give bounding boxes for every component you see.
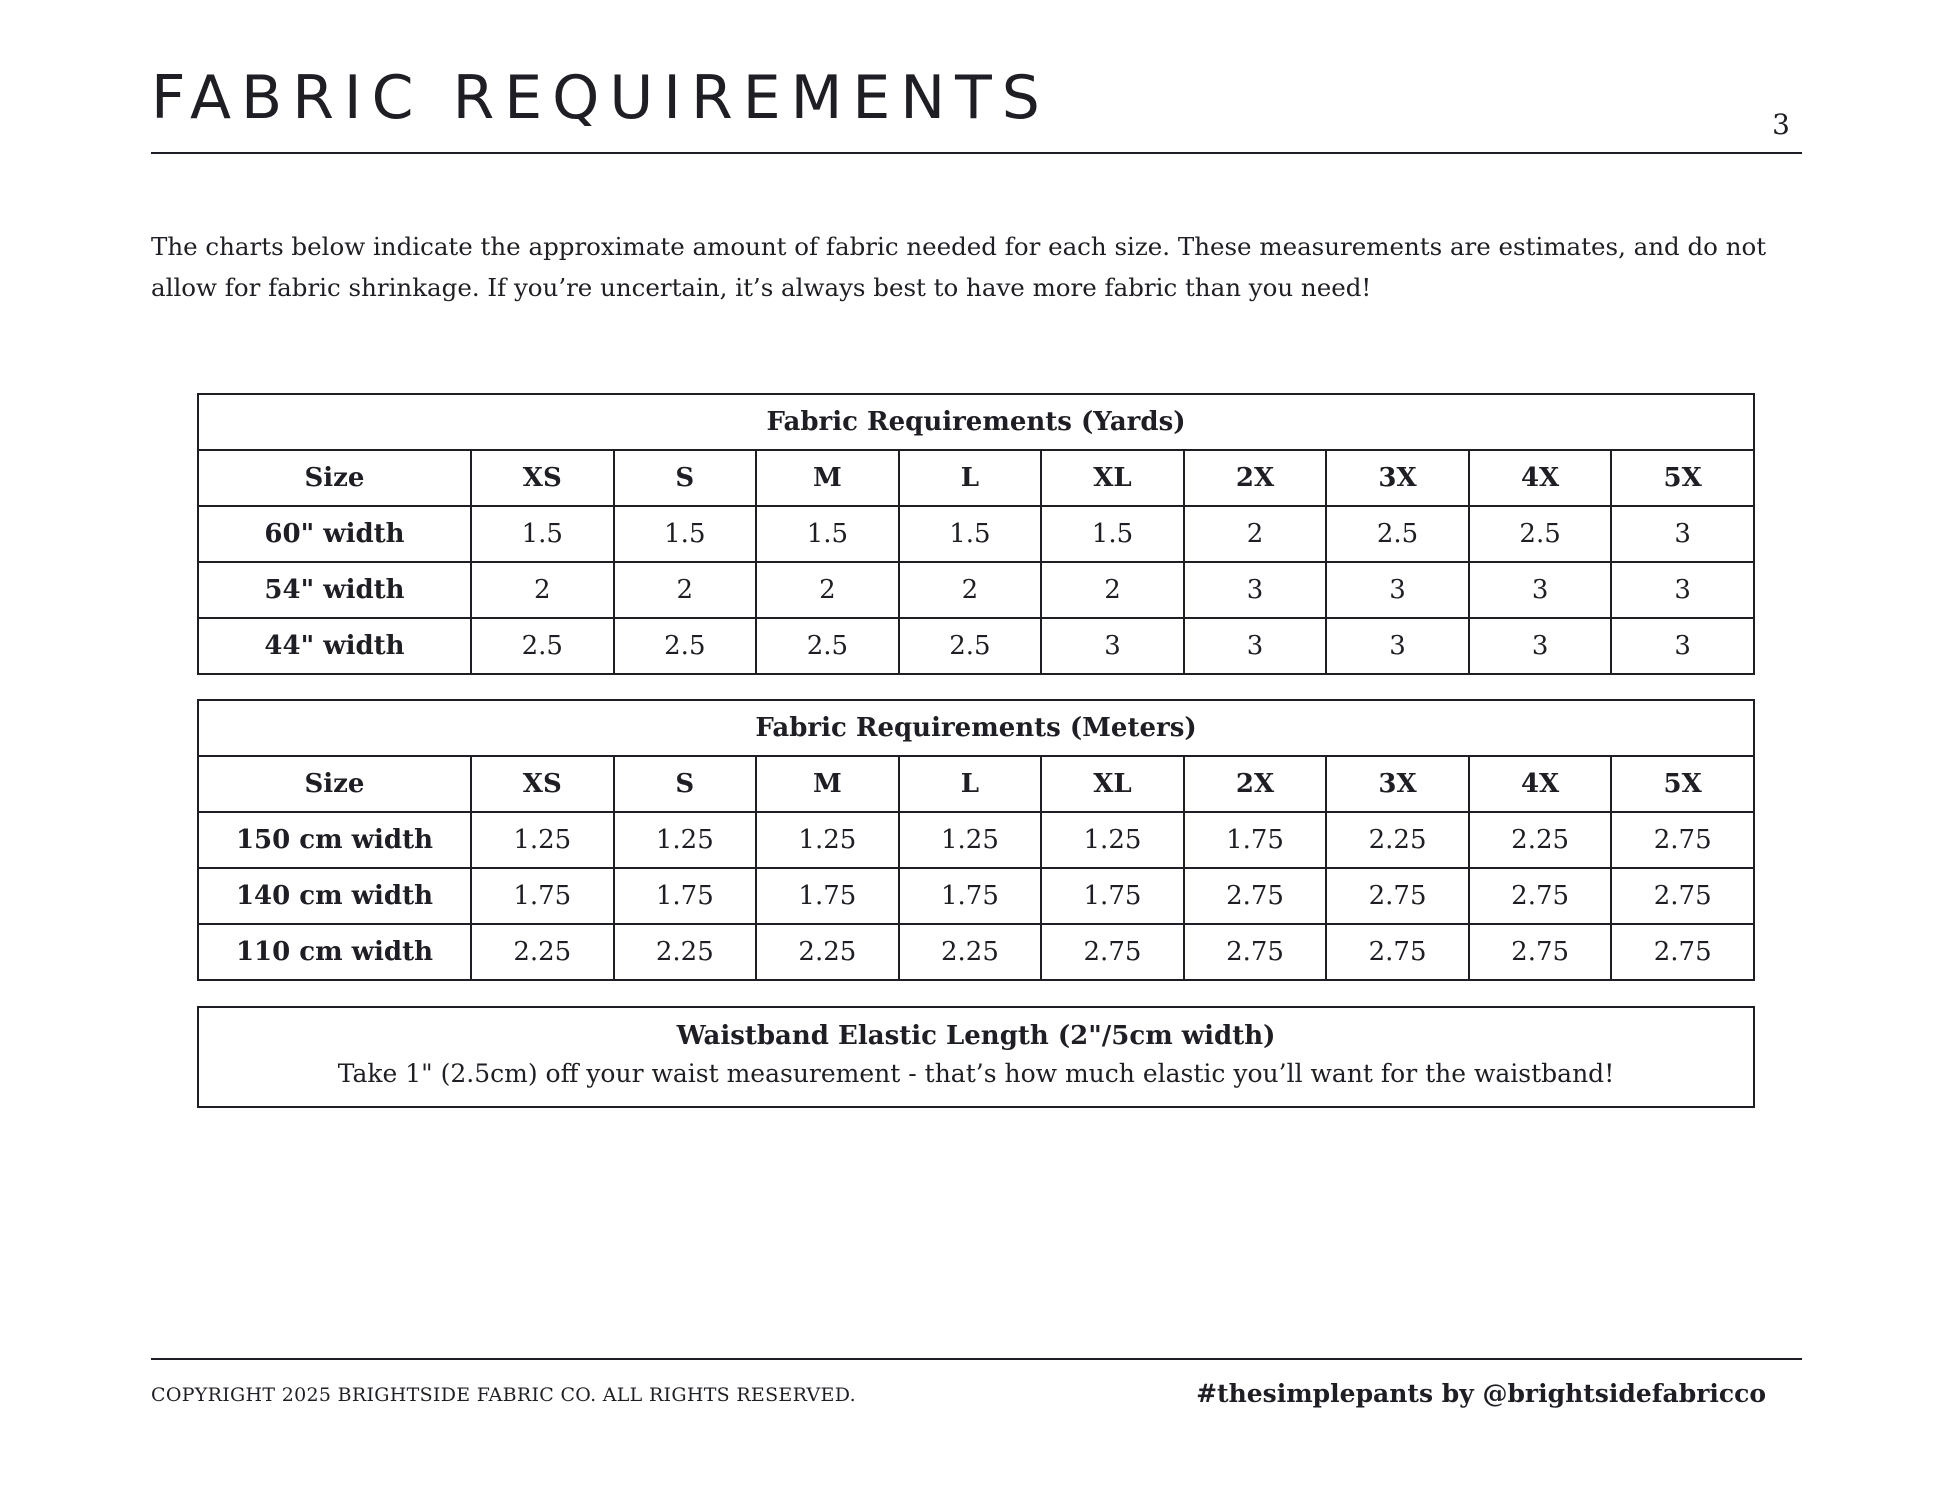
elastic-instructions: Take 1" (2.5cm) off your waist measurement - that’s how much elastic you’ll want for the waistband!	[337, 1059, 1615, 1088]
size-column-header: 3X	[1326, 756, 1469, 812]
size-column-header: L	[899, 450, 1042, 506]
pattern-hashtag: #thesimplepants by @brightsidefabricco	[1196, 1379, 1766, 1408]
table-cell: 2.5	[1469, 506, 1612, 562]
table-cell: 2	[471, 562, 614, 618]
table-cell: 2.75	[1326, 924, 1469, 980]
size-header: Size	[198, 450, 471, 506]
table-header-row	[198, 756, 1754, 812]
size-column-header: 2X	[1184, 756, 1327, 812]
table-cell: 1.75	[756, 868, 899, 924]
table-cell: 2.25	[899, 924, 1042, 980]
table-cell: 2.5	[1326, 506, 1469, 562]
table-cell: 1.25	[471, 812, 614, 868]
size-column-header: XS	[471, 756, 614, 812]
table-cell: 2.25	[756, 924, 899, 980]
table-cell: 1.5	[756, 506, 899, 562]
row-label: 54" width	[198, 562, 471, 618]
table-row	[198, 618, 1754, 674]
size-column-header: L	[899, 756, 1042, 812]
size-column-header: 4X	[1469, 756, 1612, 812]
table-cell: 2	[756, 562, 899, 618]
size-column-header: M	[756, 450, 899, 506]
row-label: 110 cm width	[198, 924, 471, 980]
table-cell: 1.5	[614, 506, 757, 562]
table-cell: 3	[1184, 562, 1327, 618]
table-cell: 2.25	[471, 924, 614, 980]
table-cell: 1.25	[614, 812, 757, 868]
table-cell: 3	[1469, 618, 1612, 674]
table-cell: 1.5	[471, 506, 614, 562]
table-cell: 1.75	[1184, 812, 1327, 868]
row-label: 140 cm width	[198, 868, 471, 924]
table-row	[198, 924, 1754, 980]
table-cell: 1.75	[614, 868, 757, 924]
table-cell: 1.75	[1041, 868, 1184, 924]
table-cell: 3	[1326, 562, 1469, 618]
table-cell: 2.75	[1611, 868, 1754, 924]
size-column-header: 4X	[1469, 450, 1612, 506]
fabric-meters-table	[197, 699, 1755, 981]
size-column-header: M	[756, 756, 899, 812]
size-column-header: XL	[1041, 756, 1184, 812]
table-cell: 1.25	[1041, 812, 1184, 868]
table-cell: 1.25	[756, 812, 899, 868]
intro-paragraph: The charts below indicate the approximate amount of fabric needed for each size. These measurements are estimates, and do not allow for fabric shrinkage. If you’re uncertain, it’s always best to have more fabric than you need!	[151, 232, 1767, 302]
table-cell: 3	[1041, 618, 1184, 674]
table-cell: 2.5	[471, 618, 614, 674]
table-cell: 1.75	[899, 868, 1042, 924]
size-column-header: XL	[1041, 450, 1184, 506]
size-column-header: S	[614, 756, 757, 812]
waistband-elastic-box	[197, 1006, 1755, 1108]
size-column-header: 5X	[1611, 756, 1754, 812]
size-column-header: 2X	[1184, 450, 1327, 506]
footer-divider	[151, 1358, 1802, 1360]
table-cell: 1.75	[471, 868, 614, 924]
table-cell: 2.25	[614, 924, 757, 980]
elastic-title: Waistband Elastic Length (2"/5cm width)	[676, 1021, 1276, 1051]
table-cell: 2.75	[1611, 812, 1754, 868]
table-cell: 2	[1041, 562, 1184, 618]
table-cell: 2.75	[1469, 868, 1612, 924]
row-label: 60" width	[198, 506, 471, 562]
page-title: FABRIC REQUIREMENTS	[151, 63, 1050, 133]
copyright-notice: COPYRIGHT 2025 BRIGHTSIDE FABRIC CO. ALL RIGHTS RESERVED.	[151, 1384, 856, 1406]
table-cell: 2.5	[899, 618, 1042, 674]
table-cell: 3	[1611, 506, 1754, 562]
table-cell: 2.5	[756, 618, 899, 674]
table-cell: 2.75	[1326, 868, 1469, 924]
table-cell: 3	[1611, 618, 1754, 674]
table-cell: 2	[899, 562, 1042, 618]
table-cell: 2.25	[1469, 812, 1612, 868]
size-column-header: S	[614, 450, 757, 506]
table-cell: 2.25	[1326, 812, 1469, 868]
size-column-header: 5X	[1611, 450, 1754, 506]
table-cell: 1.5	[899, 506, 1042, 562]
table-row	[198, 562, 1754, 618]
table-cell: 2	[614, 562, 757, 618]
table-header-row	[198, 450, 1754, 506]
row-label: 44" width	[198, 618, 471, 674]
page-number: 3	[1772, 108, 1790, 141]
table-cell: 1.25	[899, 812, 1042, 868]
size-column-header: XS	[471, 450, 614, 506]
row-label: 150 cm width	[198, 812, 471, 868]
table-cell: 2.75	[1184, 924, 1327, 980]
table-cell: 3	[1184, 618, 1327, 674]
fabric-yards-table	[197, 393, 1755, 675]
table-cell: 3	[1611, 562, 1754, 618]
table-cell: 2.75	[1469, 924, 1612, 980]
table-cell: 2.5	[614, 618, 757, 674]
size-column-header: 3X	[1326, 450, 1469, 506]
table-cell: 1.5	[1041, 506, 1184, 562]
table-row	[198, 506, 1754, 562]
table-caption: Fabric Requirements (Meters)	[198, 700, 1754, 756]
table-cell: 3	[1326, 618, 1469, 674]
table-caption: Fabric Requirements (Yards)	[198, 394, 1754, 450]
table-row	[198, 812, 1754, 868]
table-row	[198, 868, 1754, 924]
table-cell: 3	[1469, 562, 1612, 618]
table-cell: 2	[1184, 506, 1327, 562]
header-divider	[151, 152, 1802, 154]
table-cell: 2.75	[1184, 868, 1327, 924]
size-header: Size	[198, 756, 471, 812]
table-cell: 2.75	[1041, 924, 1184, 980]
table-cell: 2.75	[1611, 924, 1754, 980]
